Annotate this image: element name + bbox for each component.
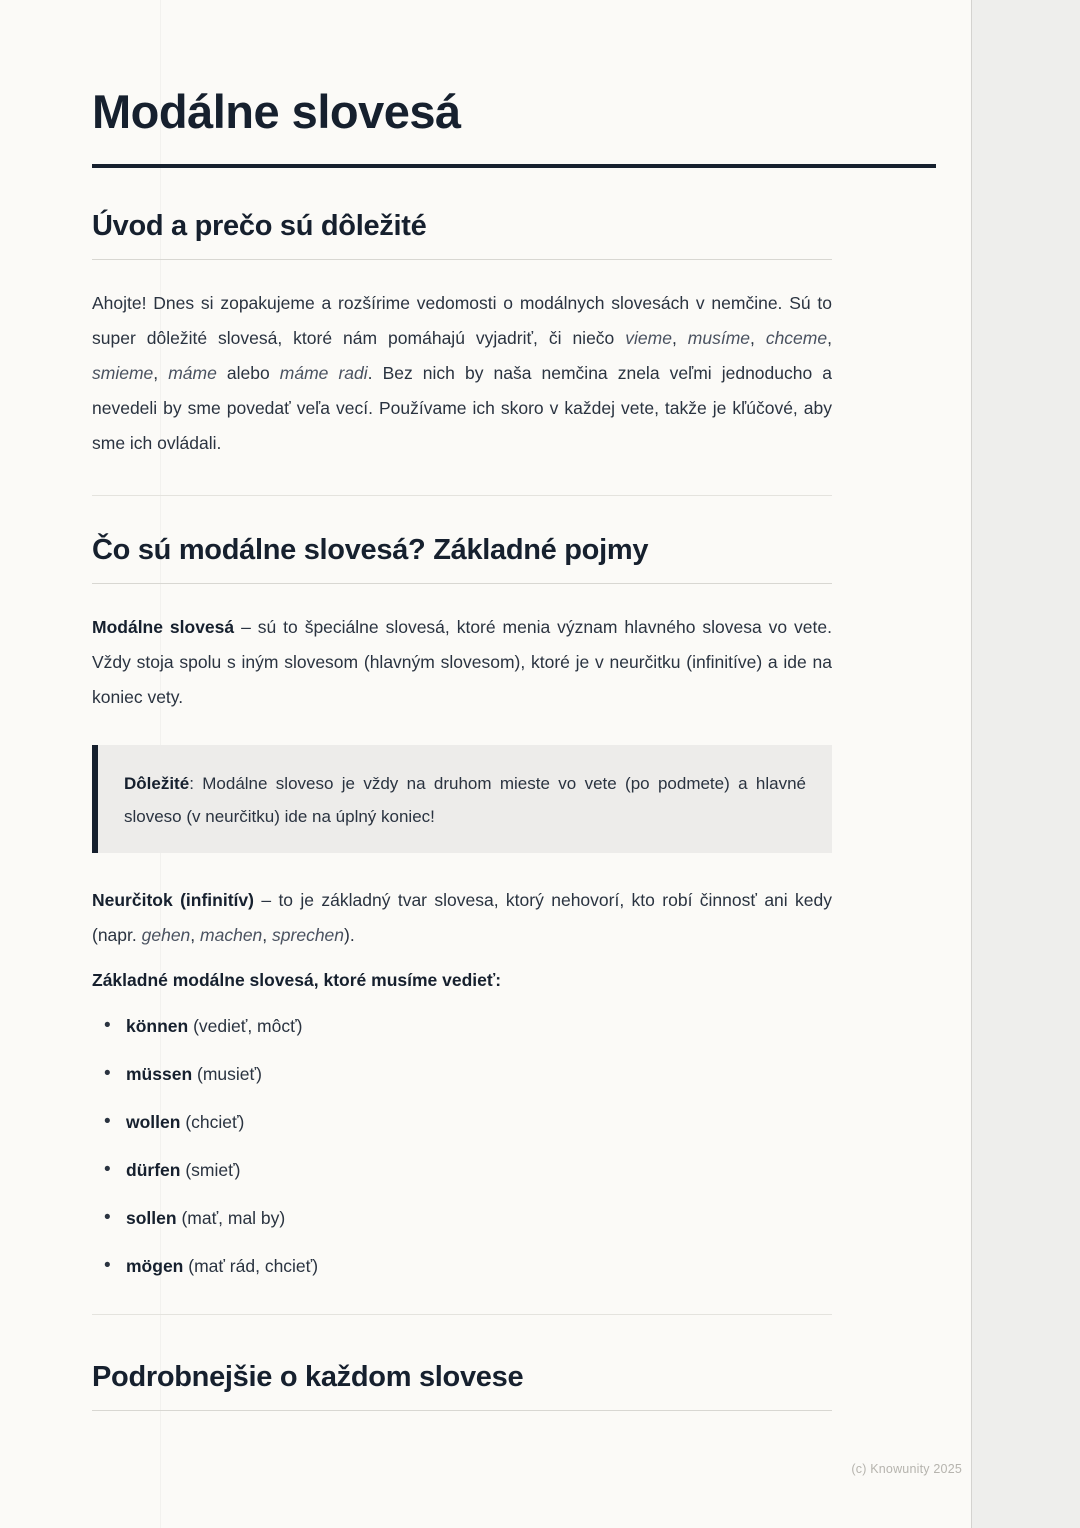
- callout-term: Dôležité: [124, 773, 190, 793]
- section-separator-2: [92, 1314, 832, 1315]
- verb-term: dürfen: [126, 1159, 181, 1180]
- section-heading-basics: Čo sú modálne slovesá? Základné pojmy: [92, 533, 649, 566]
- intro-sep-4: ,: [153, 362, 169, 383]
- list-item: [126, 1252, 866, 1280]
- verb-term: müssen: [126, 1063, 193, 1084]
- definition-text-modal: – sú to špeciálne slovesá, ktoré menia význam hlavného slovesa vo vete. Vždy stoja spolu s iným slovesom (hlavným slovesom), ktoré je v neurčitku (infinitíve) a ide na koniec vety.: [92, 616, 832, 707]
- intro-italic-chceme: chceme: [765, 327, 828, 348]
- verb-term: können: [126, 1015, 189, 1036]
- document-content: [92, 0, 936, 1411]
- list-item: [126, 1108, 866, 1136]
- intro-sep-2: ,: [750, 327, 766, 348]
- section-divider-intro: [92, 259, 832, 260]
- infinitive-example-sprechen: sprechen: [272, 924, 345, 945]
- infinitive-sep-2: ,: [262, 924, 273, 945]
- verb-term: sollen: [126, 1207, 177, 1228]
- callout-paragraph: [124, 767, 806, 833]
- definition-term-modal: Modálne slovesá: [92, 616, 235, 637]
- title-divider: [92, 164, 936, 168]
- definition-text-infinitive-a: – to je základný tvar slovesa, ktorý nehovorí, kto robí činnosť ani kedy (napr.: [92, 889, 833, 945]
- intro-paragraph: [92, 286, 832, 461]
- intro-italic-mame-radi: máme radi: [279, 362, 368, 383]
- verb-term: wollen: [126, 1111, 181, 1132]
- intro-text-a: Ahojte! Dnes si zopakujeme a rozšírime vedomosti o modálnych slovesách v nemčine. Sú to super dôležité slovesá, ktoré nám pomáhajú vyjadriť, či niečo: [92, 292, 832, 348]
- verb-gloss: (mať rád, chcieť): [183, 1255, 319, 1276]
- definition-text-infinitive-b: ).: [344, 924, 355, 945]
- intro-sep-1: ,: [671, 327, 688, 348]
- verb-gloss: (musieť): [192, 1063, 262, 1084]
- page-title: Modálne slovesá: [92, 85, 461, 138]
- verb-gloss: (chcieť): [180, 1111, 245, 1132]
- intro-sep-5: alebo: [216, 362, 280, 383]
- page-edge-line: [971, 0, 972, 1528]
- intro-text-c: . Bez nich by naša nemčina znela veľmi jednoducho a nevedeli by sme povedať veľa vecí. Používame ich skoro v každej vete, takže je kľúčové, aby sme ich ovládali.: [92, 362, 833, 453]
- important-callout: [92, 745, 832, 853]
- infinitive-sep-1: ,: [190, 924, 201, 945]
- modal-verb-list: [92, 1012, 866, 1280]
- section-separator-1: [92, 495, 832, 496]
- section-heading-details: Podrobnejšie o každom slovese: [92, 1360, 524, 1393]
- callout-text: : Modálne sloveso je vždy na druhom mieste vo vete (po podmete) a hlavné sloveso (v neurčitku) ide na úplný koniec!: [124, 773, 806, 826]
- verb-term: mögen: [126, 1255, 184, 1276]
- section-divider-basics: [92, 583, 832, 584]
- list-item: [126, 1156, 866, 1184]
- verb-gloss: (smieť): [180, 1159, 241, 1180]
- intro-italic-smieme: smieme: [92, 362, 154, 383]
- intro-sep-3: ,: [827, 327, 832, 348]
- verb-gloss: (mať, mal by): [176, 1207, 286, 1228]
- section-divider-details: [92, 1410, 832, 1411]
- definition-modal-verbs: [92, 610, 832, 715]
- infinitive-example-machen: machen: [200, 924, 263, 945]
- verb-gloss: (vedieť, môcť): [188, 1015, 303, 1036]
- intro-italic-vieme: vieme: [625, 327, 672, 348]
- list-item: [126, 1204, 866, 1232]
- list-item: [126, 1012, 866, 1040]
- definition-term-infinitive: Neurčitok (infinitív): [92, 889, 254, 910]
- intro-italic-mame: máme: [168, 362, 217, 383]
- page-right-margin-band: [971, 0, 1080, 1528]
- intro-italic-musime: musíme: [687, 327, 750, 348]
- list-item: [126, 1060, 866, 1088]
- definition-infinitive: [92, 883, 832, 953]
- watermark-text: (c) Knowunity 2025: [851, 1462, 962, 1476]
- infinitive-example-gehen: gehen: [141, 924, 191, 945]
- section-heading-intro: Úvod a prečo sú dôležité: [92, 209, 427, 242]
- verb-list-label: Základné modálne slovesá, ktoré musíme vedieť:: [92, 969, 502, 990]
